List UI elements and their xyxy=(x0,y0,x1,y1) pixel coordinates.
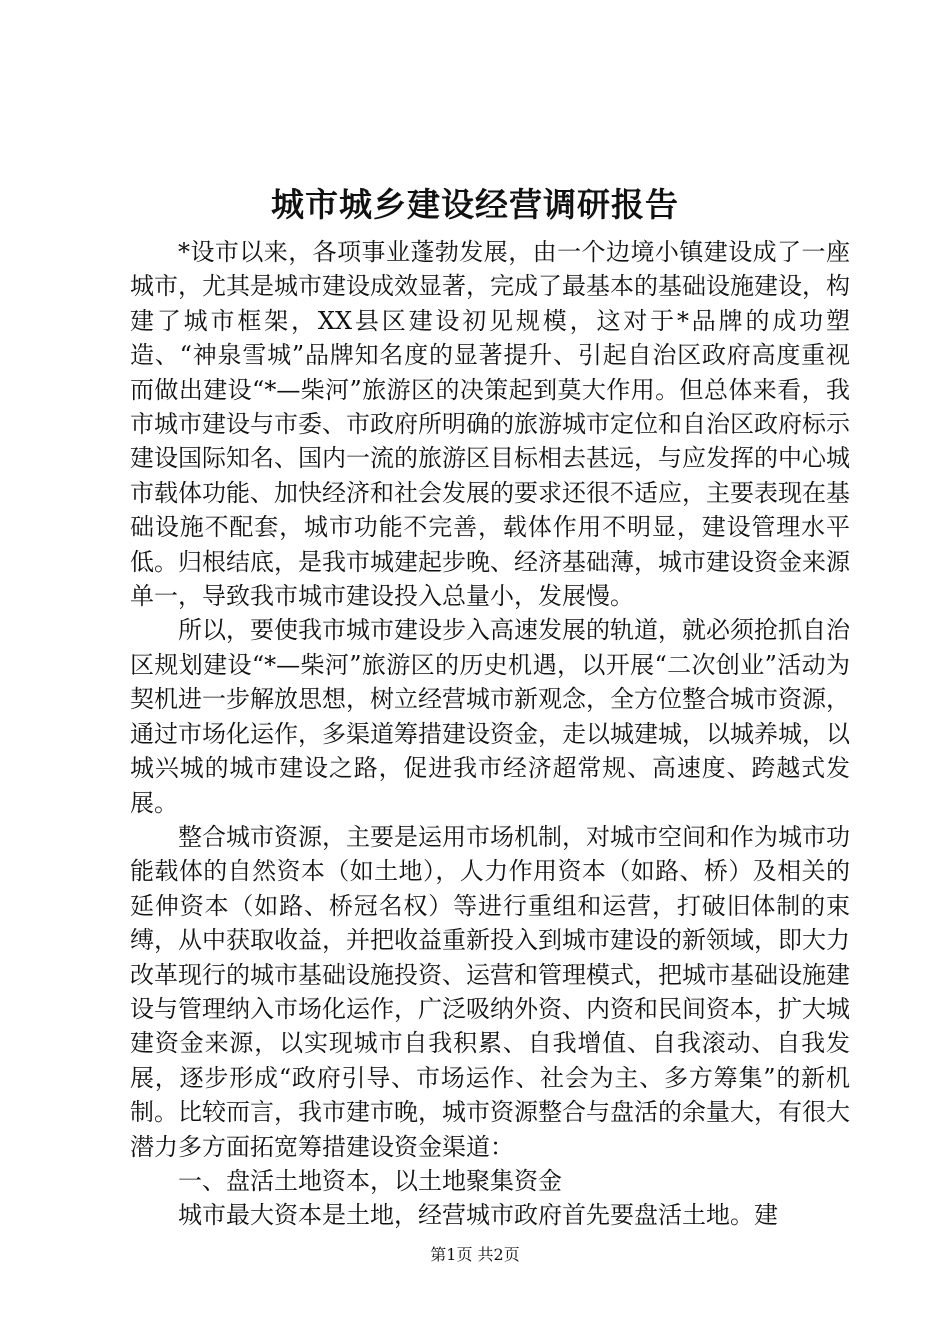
page-number-footer: 第1页 共2页 xyxy=(430,1245,520,1264)
document-body xyxy=(130,235,850,1233)
paragraph-2: 所以，要使我市城市建设步入高速发展的轨道，就必须抢抓自治区规划建设“*—柴河”旅游区的历史机遇，以开展“二次创业”活动为契机进一步解放思想，树立经营城市新观念，全方位整合城市资源，通过市场化运作，多渠道筹措建设资金，走以城建城，以城养城，以城兴城的城市建设之路，促进我市经济超常规、高速度、跨越式发展。 xyxy=(130,616,850,817)
section-heading-1: 一、盘活土地资本，以土地聚集资金 xyxy=(178,1166,562,1195)
paragraph-3: 整合城市资源，主要是运用市场机制，对城市空间和作为城市功能载体的自然资本（如土地），人力作用资本（如路、桥）及相关的延伸资本（如路、桥冠名权）等进行重组和运营，打破旧体制的束缚，从中获取收益，并把收益重新投入到城市建设的新领域，即大力改革现行的城市基础设施投资、运营和管理模式，把城市基础设施建设与管理纳入市场化运作，广泛吸纳外资、内资和民间资本，扩大城建资金来源，以实现城市自我积累、自我增值、自我滚动、自我发展，逐步形成“政府引导、市场运作、社会为主、多方筹集”的新机制。比较而言，我市建市晚，城市资源整合与盘活的余量大，有很大潜力多方面拓宽筹措建设资金渠道： xyxy=(130,822,850,1161)
paragraph-1: *设市以来，各项事业蓬勃发展，由一个边境小镇建设成了一座城市，尤其是城市建设成效显著，完成了最基本的基础设施建设，构建了城市框架，XX县区建设初见规模，这对于*品牌的成功塑造、“神泉雪城”品牌知名度的显著提升、引起自治区政府高度重视而做出建设“*—柴河”旅游区的决策起到莫大作用。但总体来看，我市城市建设与市委、市政府所明确的旅游城市定位和自治区政府标示建设国际知名、国内一流的旅游区目标相去甚远，与应发挥的中心城市载体功能、加快经济和社会发展的要求还很不适应，主要表现在基础设施不配套，城市功能不完善，载体作用不明显，建设管理水平低。归根结底，是我市城建起步晚、经济基础薄，城市建设资金来源单一，导致我市城市建设投入总量小，发展慢。 xyxy=(130,238,850,611)
document-title: 城市城乡建设经营调研报告 xyxy=(271,185,679,224)
paragraph-4: 城市最大资本是土地，经营城市政府首先要盘活土地。建 xyxy=(178,1201,778,1230)
